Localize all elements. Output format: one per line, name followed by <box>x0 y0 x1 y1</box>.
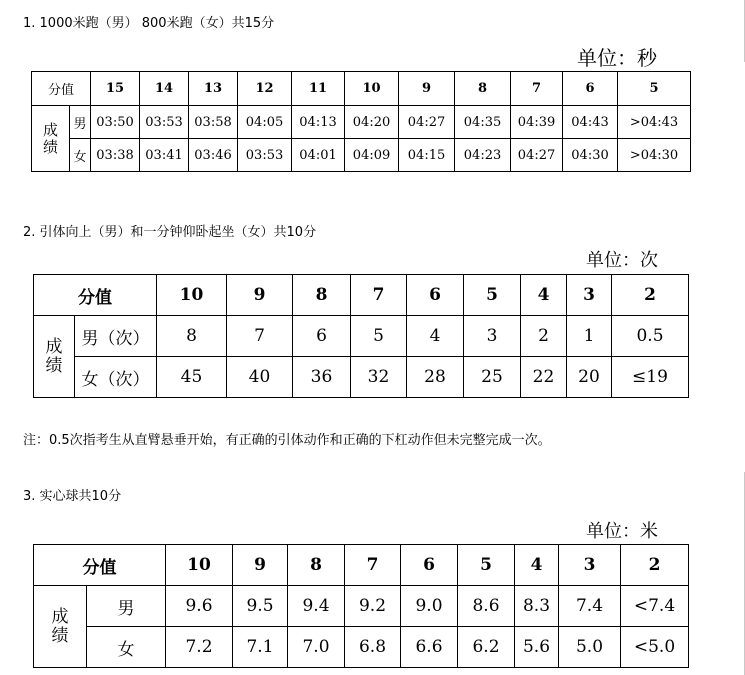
table-cell: 04:13 <box>292 106 345 139</box>
table-cell: 9.4 <box>288 586 345 627</box>
score-value: 9 <box>399 72 455 106</box>
group-label-text: 成绩 <box>43 121 59 156</box>
table-cell: 04:39 <box>511 106 563 139</box>
table-cell: 8 <box>157 316 227 357</box>
table-cell: 2 <box>521 316 567 357</box>
group-label-text: 成绩 <box>51 606 69 646</box>
section-2-title: 2. 引体向上（男）和一分钟仰卧起坐（女）共10分 <box>23 225 317 240</box>
score-header-label: 分值 <box>34 275 157 316</box>
table-cell: <5.0 <box>621 627 689 668</box>
table-cell: 04:43 <box>563 106 618 139</box>
section-2-note: 注：0.5次指考生从直臂悬垂开始，有正确的引体动作和正确的下杠动作但未完整完成一次。 <box>23 433 551 448</box>
table-cell: 32 <box>351 357 407 398</box>
pullup-situp-score-table <box>33 274 689 398</box>
table-cell: 1 <box>567 316 612 357</box>
table-cell: 7.0 <box>288 627 345 668</box>
table-cell: 9.0 <box>401 586 458 627</box>
score-header-label: 分值 <box>34 545 166 586</box>
section-3-title: 3. 实心球共10分 <box>23 489 122 504</box>
row-label: 女（次） <box>75 357 157 398</box>
score-header-row <box>32 72 691 106</box>
row-label: 男 <box>87 586 166 627</box>
table-cell: 5.6 <box>515 627 559 668</box>
table-cell: 7.4 <box>559 586 621 627</box>
table-cell: 03:58 <box>189 106 238 139</box>
row-label: 男（次） <box>75 316 157 357</box>
table-cell: 4 <box>407 316 464 357</box>
table-cell: 6.2 <box>458 627 515 668</box>
row-label: 男 <box>70 106 91 139</box>
table-row <box>34 357 689 398</box>
group-label <box>34 316 75 398</box>
section-3-unit: 单位：米 <box>586 521 658 542</box>
shotput-score-table <box>33 544 689 668</box>
score-value: 8 <box>288 545 345 586</box>
table-cell: 6 <box>293 316 351 357</box>
score-value: 5 <box>458 545 515 586</box>
section-1-unit: 单位：秒 <box>577 46 657 70</box>
table-cell: 04:01 <box>292 139 345 172</box>
table-cell: 40 <box>227 357 293 398</box>
score-header-row <box>34 545 689 586</box>
score-value: 3 <box>559 545 621 586</box>
table-cell: 28 <box>407 357 464 398</box>
table-cell: 25 <box>464 357 521 398</box>
score-value: 5 <box>618 72 691 106</box>
table-cell: 36 <box>293 357 351 398</box>
table-row <box>32 139 691 172</box>
score-value: 11 <box>292 72 345 106</box>
table-cell: <7.4 <box>621 586 689 627</box>
score-header-row <box>34 275 689 316</box>
score-value: 7 <box>511 72 563 106</box>
table-cell: ≤19 <box>612 357 689 398</box>
score-value: 10 <box>166 545 233 586</box>
table-cell: 04:27 <box>511 139 563 172</box>
score-value: 13 <box>189 72 238 106</box>
table-cell: 03:53 <box>140 106 189 139</box>
table-row <box>34 627 689 668</box>
table-cell: 45 <box>157 357 227 398</box>
score-value: 14 <box>140 72 189 106</box>
table-row <box>34 316 689 357</box>
table-cell: 04:35 <box>455 106 511 139</box>
row-label: 女 <box>87 627 166 668</box>
score-value: 9 <box>233 545 288 586</box>
table-cell: 03:53 <box>238 139 292 172</box>
score-value: 3 <box>567 275 612 316</box>
table-cell: 22 <box>521 357 567 398</box>
table-cell: 04:05 <box>238 106 292 139</box>
score-value: 8 <box>455 72 511 106</box>
table-cell: 7.2 <box>166 627 233 668</box>
score-value: 7 <box>345 545 401 586</box>
table-cell: 04:09 <box>345 139 399 172</box>
table-cell: 03:50 <box>91 106 140 139</box>
table-cell: 7.1 <box>233 627 288 668</box>
table-cell: 9.5 <box>233 586 288 627</box>
score-value: 7 <box>351 275 407 316</box>
table-cell: 7 <box>227 316 293 357</box>
group-label <box>32 106 70 172</box>
section-1-title: 1. 1000米跑（男） 800米跑（女）共15分 <box>23 16 275 31</box>
score-value: 4 <box>521 275 567 316</box>
score-value: 10 <box>345 72 399 106</box>
table-cell: 03:38 <box>91 139 140 172</box>
table-cell: >04:43 <box>618 106 691 139</box>
table-row <box>32 106 691 139</box>
table-cell: 9.6 <box>166 586 233 627</box>
table-cell: 5 <box>351 316 407 357</box>
table-cell: 04:30 <box>563 139 618 172</box>
score-value: 6 <box>563 72 618 106</box>
group-label-text: 成绩 <box>45 336 63 376</box>
score-value: 8 <box>293 275 351 316</box>
table-cell: 0.5 <box>612 316 689 357</box>
table-cell: 04:23 <box>455 139 511 172</box>
table-cell: 04:20 <box>345 106 399 139</box>
score-value: 6 <box>407 275 464 316</box>
table-cell: 6.6 <box>401 627 458 668</box>
score-header-label: 分值 <box>32 72 91 106</box>
section-2-unit: 单位：次 <box>586 250 658 271</box>
score-value: 12 <box>238 72 292 106</box>
table-cell: 9.2 <box>345 586 401 627</box>
score-value: 10 <box>157 275 227 316</box>
table-cell: 04:15 <box>399 139 455 172</box>
running-score-table <box>31 71 691 172</box>
score-value: 6 <box>401 545 458 586</box>
score-value: 4 <box>515 545 559 586</box>
score-value: 15 <box>91 72 140 106</box>
table-cell: 04:27 <box>399 106 455 139</box>
score-value: 5 <box>464 275 521 316</box>
table-row <box>34 586 689 627</box>
table-cell: 6.8 <box>345 627 401 668</box>
score-value: 2 <box>621 545 689 586</box>
table-cell: 8.6 <box>458 586 515 627</box>
table-cell: 03:41 <box>140 139 189 172</box>
score-value: 2 <box>612 275 689 316</box>
table-cell: 3 <box>464 316 521 357</box>
group-label <box>34 586 87 668</box>
table-cell: 5.0 <box>559 627 621 668</box>
table-cell: 03:46 <box>189 139 238 172</box>
score-value: 9 <box>227 275 293 316</box>
table-cell: >04:30 <box>618 139 691 172</box>
table-cell: 8.3 <box>515 586 559 627</box>
row-label: 女 <box>70 139 91 172</box>
table-cell: 20 <box>567 357 612 398</box>
